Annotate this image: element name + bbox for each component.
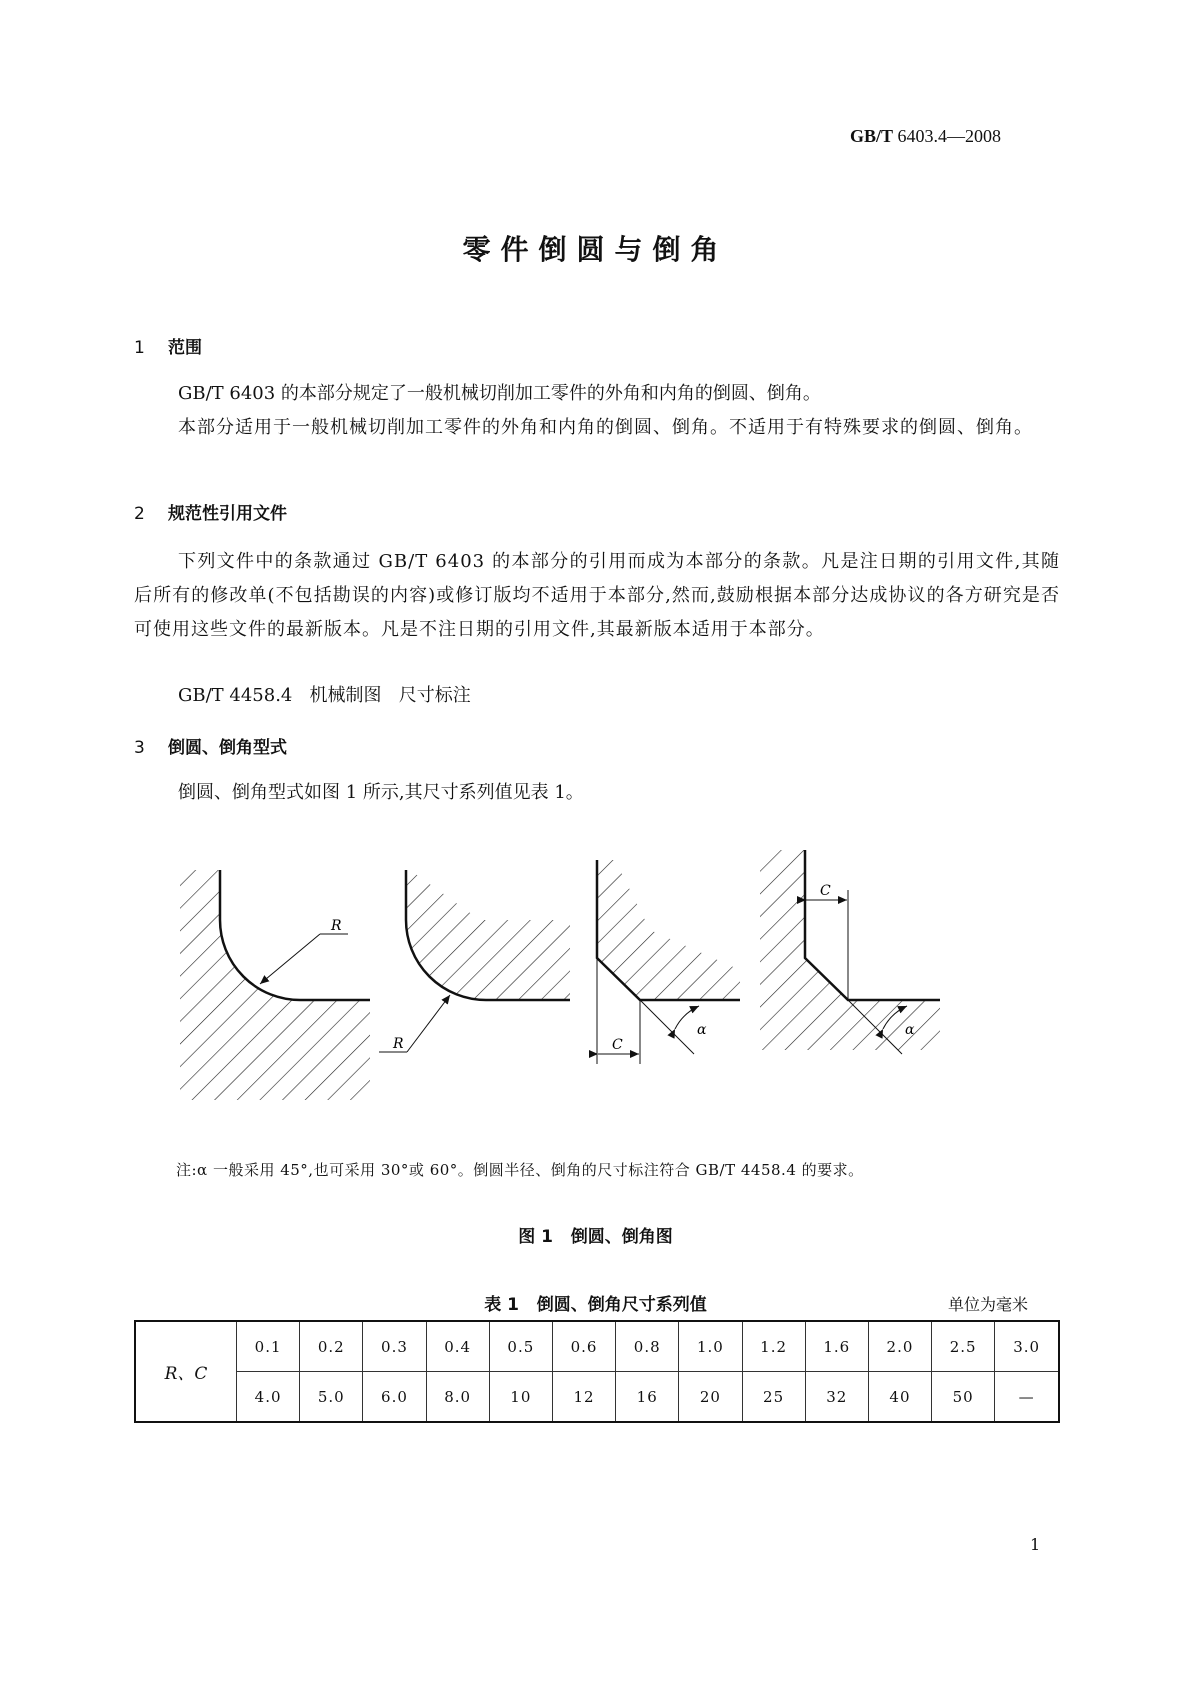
table-cell: 1.2: [742, 1321, 805, 1372]
radius-label-1: R: [331, 918, 342, 934]
table-row: [135, 1321, 1059, 1372]
table-cell: 4.0: [237, 1372, 300, 1423]
section-2-heading: 2 规范性引用文件: [134, 504, 287, 524]
table-cell: 32: [805, 1372, 868, 1423]
section-2-para-1: 下列文件中的条款通过 GB/T 6403 的本部分的引用而成为本部分的条款。凡是注日期的引用文件,其随后所有的修改单(不包括勘误的内容)或修订版均不适用于本部分,然而,鼓励根据本部分达成协议的各方研究是否可使用这些文件的最新版本。凡是不注日期的引用文件,其最新版本适用于本部分。: [134, 551, 1060, 640]
table-cell: 2.0: [868, 1321, 931, 1372]
table-cell: 16: [616, 1372, 679, 1423]
table-cell: 25: [742, 1372, 805, 1423]
figure-note: 注:α 一般采用 45°,也可采用 30°或 60°。倒圆半径、倒角的尺寸标注符合 GB/T 4458.4 的要求。: [176, 1161, 864, 1179]
chamfer-label-1: C: [612, 1037, 623, 1053]
fig-internal-chamfer: [597, 860, 740, 1064]
table-cell: 0.6: [552, 1321, 615, 1372]
normative-reference: GB/T 4458.4 机械制图 尺寸标注: [178, 685, 471, 706]
table-cell: 0.4: [426, 1321, 489, 1372]
table-cell: 10: [489, 1372, 552, 1423]
size-series-table: [134, 1320, 1060, 1423]
table-cell: 0.1: [237, 1321, 300, 1372]
angle-label-1: α: [697, 1022, 707, 1038]
standard-id: GB/T 6403.4—2008: [850, 126, 1002, 146]
table-cell: 1.6: [805, 1321, 868, 1372]
table-cell: 20: [679, 1372, 742, 1423]
page-number: 1: [1030, 1535, 1041, 1554]
table-cell: 6.0: [363, 1372, 426, 1423]
table-cell: 2.5: [932, 1321, 995, 1372]
table-cell: 0.5: [489, 1321, 552, 1372]
fig-external-chamfer: [760, 850, 940, 1054]
table-cell: 8.0: [426, 1372, 489, 1423]
row-label: R、C: [135, 1321, 237, 1422]
table-row: [135, 1372, 1059, 1423]
fig-external-round: [180, 870, 370, 1100]
section-3-para-1: 倒圆、倒角型式如图 1 所示,其尺寸系列值见表 1。: [178, 782, 584, 803]
section-1-heading: 1 范围: [134, 338, 202, 358]
rounding-chamfer-figure: [170, 850, 1050, 1100]
table-cell: 5.0: [300, 1372, 363, 1423]
table-cell: —: [995, 1372, 1059, 1423]
fig-internal-round: [379, 870, 570, 1052]
table-cell: 0.2: [300, 1321, 363, 1372]
figure-caption: 图 1 倒圆、倒角图: [518, 1227, 673, 1247]
table-unit: 单位为毫米: [948, 1295, 1029, 1314]
table-cell: 0.3: [363, 1321, 426, 1372]
radius-label-2: R: [393, 1036, 404, 1052]
table-cell: 0.8: [616, 1321, 679, 1372]
table-caption: 表 1 倒圆、倒角尺寸系列值: [484, 1295, 707, 1315]
section-3-heading: 3 倒圆、倒角型式: [134, 738, 287, 758]
angle-label-2: α: [905, 1022, 915, 1038]
chamfer-label-2: C: [820, 883, 831, 899]
table-cell: 12: [552, 1372, 615, 1423]
table-cell: 1.0: [679, 1321, 742, 1372]
section-1-para-1: GB/T 6403 的本部分规定了一般机械切削加工零件的外角和内角的倒圆、倒角。: [178, 383, 821, 404]
table-cell: 40: [868, 1372, 931, 1423]
section-1-para-2: 本部分适用于一般机械切削加工零件的外角和内角的倒圆、倒角。不适用于有特殊要求的倒圆、倒角。: [178, 417, 1033, 438]
table-cell: 3.0: [995, 1321, 1059, 1372]
table-cell: 50: [932, 1372, 995, 1423]
page-title: 零件倒圆与倒角: [462, 233, 729, 266]
